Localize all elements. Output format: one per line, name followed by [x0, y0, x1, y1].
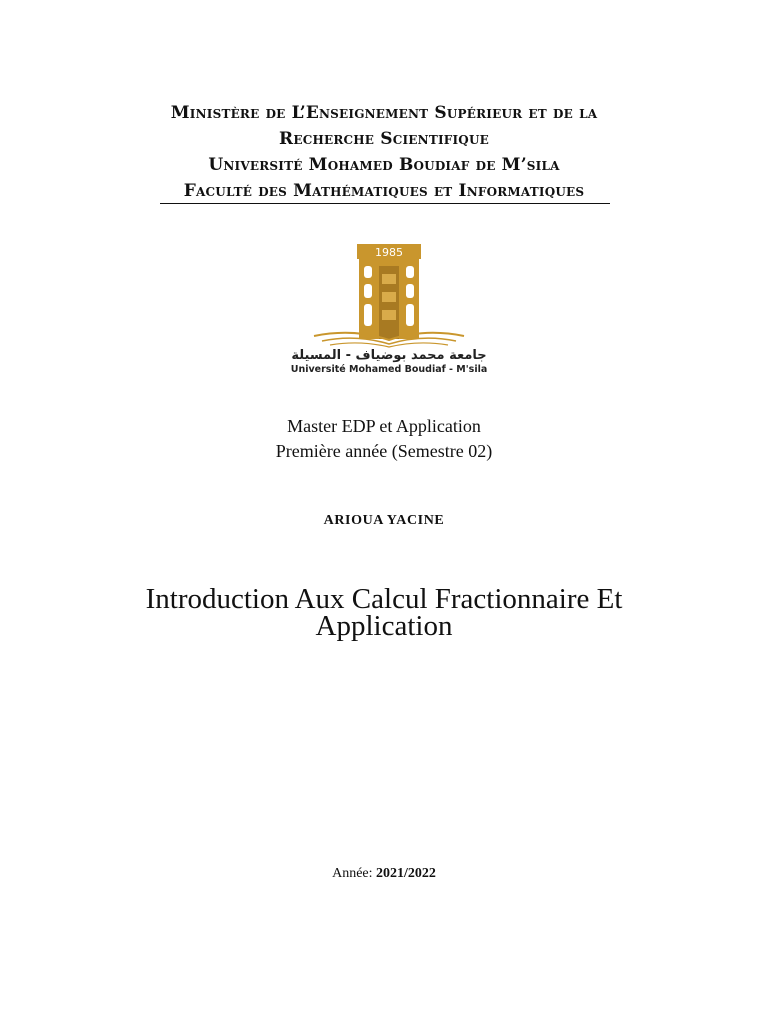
logo-column-detail: [382, 310, 396, 320]
logo-window: [406, 284, 414, 298]
logo-year: 1985: [375, 246, 403, 259]
year-label: Année:: [332, 866, 373, 881]
program-name: Master EDP et Application: [287, 416, 481, 436]
ministry-line-1: Ministère de L’Enseignement Supérieur et de la: [170, 103, 598, 123]
program-block: [0, 414, 768, 464]
program-year: Première année (Semestre 02): [275, 441, 493, 461]
logo-arabic-name: جامعة محمد بوضياف - المسيلة: [291, 348, 487, 363]
header-divider: [160, 203, 610, 204]
academic-year: [0, 866, 768, 882]
author-name: ARIOUA YACINE: [323, 513, 445, 528]
year-value: 2021/2022: [376, 866, 436, 881]
logo-column-detail: [382, 292, 396, 302]
logo-column-detail: [382, 274, 396, 284]
title-line-2: Application: [315, 610, 453, 642]
logo-window: [406, 266, 414, 278]
logo-french-name: Université Mohamed Boudiaf - M'sila: [290, 364, 488, 375]
university-name: Université Mohamed Boudiaf de M’sila: [208, 155, 560, 175]
document-title: [80, 583, 688, 642]
logo-window: [364, 304, 372, 326]
title-line-1: Introduction Aux Calcul Fractionnaire Et: [145, 583, 623, 615]
ministry-line-2: Recherche Scientifique: [279, 129, 489, 149]
logo-window: [406, 304, 414, 326]
institution-header: [0, 100, 768, 204]
logo-window: [364, 284, 372, 298]
faculty-name: Faculté des Mathématiques et Informatiques: [183, 181, 585, 201]
logo-window: [364, 266, 372, 278]
